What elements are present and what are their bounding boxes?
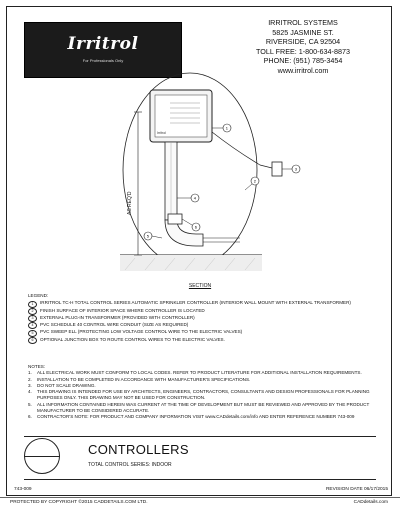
plug-in-transformer <box>272 162 282 176</box>
legend-text: FINISH SURFACE OF INTERIOR SPACE WHERE CONTROLLER IS LOCATED <box>40 307 205 313</box>
copyright-notice: PROTECTED BY COPYRIGHT ©2015 CADDETAILS.COM LTD. <box>10 500 148 505</box>
footer-site-link[interactable]: CADdetails.com <box>353 500 388 505</box>
note-number: 4. <box>28 389 32 395</box>
company-phone: PHONE: (951) 785-3454 <box>263 56 343 65</box>
legend-text: PVC SWEEP ELL (PROTECTING LOW VOLTAGE CONTROL WIRE TO THE ELECTRIC VALVES) <box>40 329 243 335</box>
legend-text: IRRITROL TC-H TOTAL CONTROL SERIES AUTOMATIC SPRINKLER CONTROLLER (INTERIOR WALL MOUNT WITH EXTERNAL TRANSFORMER) <box>40 300 351 306</box>
svg-text:2: 2 <box>253 178 257 184</box>
callout-2 <box>245 177 259 190</box>
footer <box>0 497 400 510</box>
legend-item <box>28 308 378 315</box>
drawing-number: 743-009 <box>14 487 32 492</box>
callout-1 <box>212 124 231 132</box>
legend <box>28 293 378 344</box>
note-item <box>28 389 378 402</box>
svg-text:1: 1 <box>225 125 229 131</box>
notes <box>28 364 378 421</box>
drawing-subtitle: TOTAL CONTROL SERIES: INDOOR <box>88 462 172 468</box>
note-item <box>28 402 378 415</box>
callout-3 <box>282 165 300 173</box>
company-city: RIVERSIDE, CA 92504 <box>265 37 341 46</box>
callout-4 <box>177 194 199 202</box>
legend-item <box>28 329 378 336</box>
note-text: ALL INFORMATION CONTAINED HEREIN WAS CURRENT AT THE TIME OF DEVELOPMENT BUT MUST BE REVIEWED AND APPROVED BY THE PRODUCT MANUFACTURER TO BE CONSIDERED ACCURATE. <box>37 401 370 414</box>
legend-item <box>28 315 378 322</box>
note-number: 6. <box>28 414 32 420</box>
drawing-title: CONTROLLERS <box>88 442 189 457</box>
legend-heading: LEGEND: <box>28 293 49 298</box>
company-name: IRRITROL SYSTEMS <box>268 18 338 27</box>
svg-text:4: 4 <box>193 195 197 201</box>
legend-number: 6 <box>28 337 37 344</box>
revision-date: REVISION DATE 06/17/2015 <box>325 487 388 492</box>
title-symbol-divider <box>24 456 60 457</box>
legend-item <box>28 300 378 307</box>
callout-5 <box>144 232 162 240</box>
company-website[interactable]: www.irritrol.com <box>277 65 329 75</box>
note-text: INSTALLATION TO BE COMPLETED IN ACCORDANCE WITH MANUFACTURER'S SPECIFICATIONS. <box>37 376 251 382</box>
legend-text: OPTIONAL JUNCTION BOX TO ROUTE CONTROL WIRES TO THE ELECTRIC VALVES. <box>40 336 225 342</box>
note-number: 2. <box>28 376 32 382</box>
legend-number: 4 <box>28 322 37 329</box>
svg-text:3: 3 <box>294 166 298 172</box>
control-wires <box>203 238 240 242</box>
note-text: ALL ELECTRICAL WORK MUST CONFORM TO LOCAL CODES. REFER TO PRODUCT LITERATURE FOR ADDITIONAL INSTALLATION REQUIREMENTS. <box>37 370 362 376</box>
height-dimension-label: AS REQ'D <box>127 191 133 215</box>
logo-tagline: For Professionals Only <box>82 58 124 63</box>
company-tollfree: TOLL FREE: 1-800-634-8873 <box>256 46 350 56</box>
legend-item <box>28 337 378 344</box>
legend-text: PVC SCHEDULE 40 CONTROL WIRE CONDUIT (SIZE AS REQUIRED) <box>40 322 189 328</box>
note-text: DO NOT SCALE DRAWING. <box>37 382 96 388</box>
junction-box <box>168 214 182 224</box>
legend-number: 3 <box>28 315 37 322</box>
note-text: THIS DRAWING IS INTENDED FOR USE BY ARCHITECTS, ENGINEERS, CONTRACTORS, CONSULTANTS AND DESIGN PROFESSIONALS FOR PLANNING PURPOSES ONLY. THIS DRAWING MAY NOT BE USED FOR CONSTRUCTION. <box>37 389 370 401</box>
note-number: 1. <box>28 370 32 376</box>
legend-number: 5 <box>28 330 37 337</box>
legend-text: EXTERNAL PLUG-IN TRANSFORMER (PROVIDED WITH CONTROLLER) <box>40 314 195 320</box>
note-item <box>28 414 378 420</box>
transformer-cord <box>212 132 272 168</box>
legend-number: 2 <box>28 308 37 315</box>
controller-brand-label: Irritrol <box>157 131 166 135</box>
svg-text:5: 5 <box>146 233 150 239</box>
legend-number: 1 <box>28 301 37 308</box>
note-number: 3. <box>28 382 32 388</box>
legend-item <box>28 322 378 329</box>
notes-heading: NOTES: <box>28 364 46 369</box>
company-address: 5825 JASMINE ST. <box>272 27 334 37</box>
section-label: SECTION <box>188 283 212 289</box>
title-block <box>24 436 376 480</box>
logo-wordmark: Irritrol <box>67 34 139 54</box>
callout-6 <box>182 219 200 231</box>
note-number: 5. <box>28 401 32 407</box>
svg-text:6: 6 <box>194 224 198 230</box>
note-text: CONTRACTOR'S NOTE: FOR PRODUCT AND COMPANY INFORMATION VISIT www.CADdetails.com/info AND ENTER REFERENCE NUMBER 743-009 <box>37 414 355 420</box>
